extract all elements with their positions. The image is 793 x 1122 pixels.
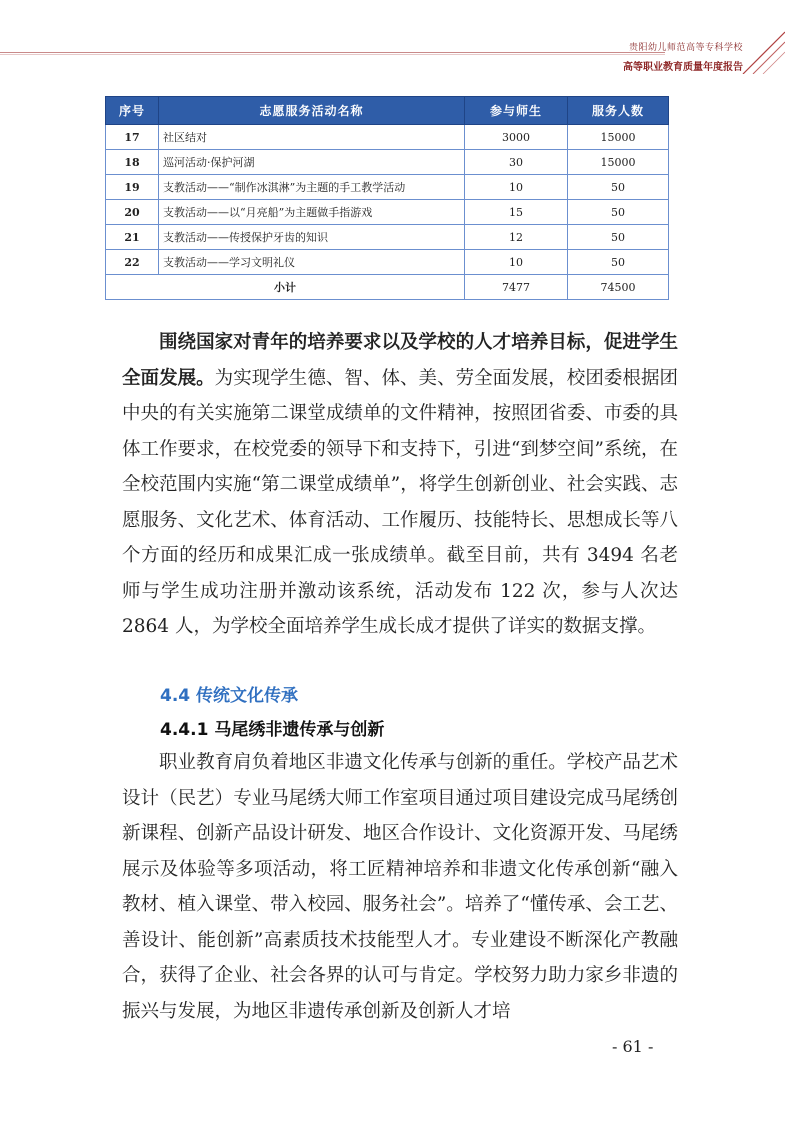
paragraph-body-text: 为实现学生德、智、体、美、劳全面发展，校团委根据团中央的有关实施第二课堂成绩单的文件精神，按照团省委、市委的具体工作要求，在校党委的领导下和支持下，引进“到梦空间”系统，在全校范围内实施“第二课堂成绩单”，将学生创新创业、社会实践、志愿服务、文化艺术、体育活动、工作履历、技能特长、思想成长等八个方面的经历和成果汇成一张成绩单。截至目前，共有 3494 名老师与学生成功注册并激动该系统，活动发布 122 次，参与人次达 2864 人，为学校全面培养学生成长成才提供了详实的数据支撑。 <box>122 367 678 637</box>
row-no: 18 <box>106 150 159 175</box>
table-subtotal-row <box>106 275 669 300</box>
col-header-activity-name: 志愿服务活动名称 <box>159 97 465 125</box>
header-corner-decoration <box>741 30 785 74</box>
subtotal-participants: 7477 <box>465 275 568 300</box>
row-activity-name: 社区结对 <box>159 125 465 150</box>
row-served: 50 <box>568 250 669 275</box>
col-header-served: 服务人数 <box>568 97 669 125</box>
paragraph-second-classroom <box>122 325 678 645</box>
row-activity-name: 支教活动——学习文明礼仪 <box>159 250 465 275</box>
volunteer-activities-table <box>105 96 669 300</box>
table-row <box>106 175 669 200</box>
page-number: - 61 - <box>612 1037 654 1056</box>
row-served: 50 <box>568 175 669 200</box>
col-header-no: 序号 <box>106 97 159 125</box>
header-report-title: 高等职业教育质量年度报告 <box>623 62 743 73</box>
row-served: 50 <box>568 225 669 250</box>
table-row <box>106 125 669 150</box>
section-heading: 4.4 传统文化传承 <box>160 686 299 706</box>
row-participants: 15 <box>465 200 568 225</box>
header-school-name: 贵阳幼儿师范高等专科学校 <box>628 43 743 53</box>
row-no: 21 <box>106 225 159 250</box>
table-row <box>106 250 669 275</box>
subtotal-label: 小计 <box>106 275 465 300</box>
row-no: 20 <box>106 200 159 225</box>
header-rule-secondary <box>0 54 665 55</box>
col-header-participants: 参与师生 <box>465 97 568 125</box>
table-row <box>106 200 669 225</box>
row-no: 19 <box>106 175 159 200</box>
row-participants: 30 <box>465 150 568 175</box>
subtotal-served: 74500 <box>568 275 669 300</box>
row-served: 15000 <box>568 125 669 150</box>
row-activity-name: 巡河活动·保护河湖 <box>159 150 465 175</box>
table-header-row <box>106 97 669 125</box>
subsection-heading: 4.4.1 马尾绣非遗传承与创新 <box>160 720 385 740</box>
paragraph-lead-bold: 围绕国家对青年的培养要求以及学校的人才培养目标，促进学生全面发展。 <box>122 332 678 389</box>
row-no: 17 <box>106 125 159 150</box>
page-header <box>0 0 793 80</box>
table-row <box>106 225 669 250</box>
row-activity-name: 支教活动——“制作冰淇淋”为主题的手工教学活动 <box>159 175 465 200</box>
row-served: 50 <box>568 200 669 225</box>
paragraph-horsetail-embroidery: 职业教育肩负着地区非遗文化传承与创新的重任。学校产品艺术设计（民艺）专业马尾绣大师工作室项目通过项目建设完成马尾绣创新课程、创新产品设计研发、地区合作设计、文化资源开发、马尾绣展示及体验等多项活动，将工匠精神培养和非遗文化传承创新“融入教材、植入课堂、带入校园、服务社会”。培养了“懂传承、会工艺、善设计、能创新”高素质技术技能型人才。专业建设不断深化产教融合，获得了企业、社会各界的认可与肯定。学校努力助力家乡非遗的振兴与发展，为地区非遗传承创新及创新人才培 <box>122 752 678 1022</box>
row-participants: 3000 <box>465 125 568 150</box>
row-served: 15000 <box>568 150 669 175</box>
row-activity-name: 支教活动——传授保护牙齿的知识 <box>159 225 465 250</box>
table-row <box>106 150 669 175</box>
row-activity-name: 支教活动——以“月亮船”为主题做手指游戏 <box>159 200 465 225</box>
header-rule <box>0 52 665 53</box>
row-no: 22 <box>106 250 159 275</box>
row-participants: 10 <box>465 250 568 275</box>
row-participants: 12 <box>465 225 568 250</box>
row-participants: 10 <box>465 175 568 200</box>
